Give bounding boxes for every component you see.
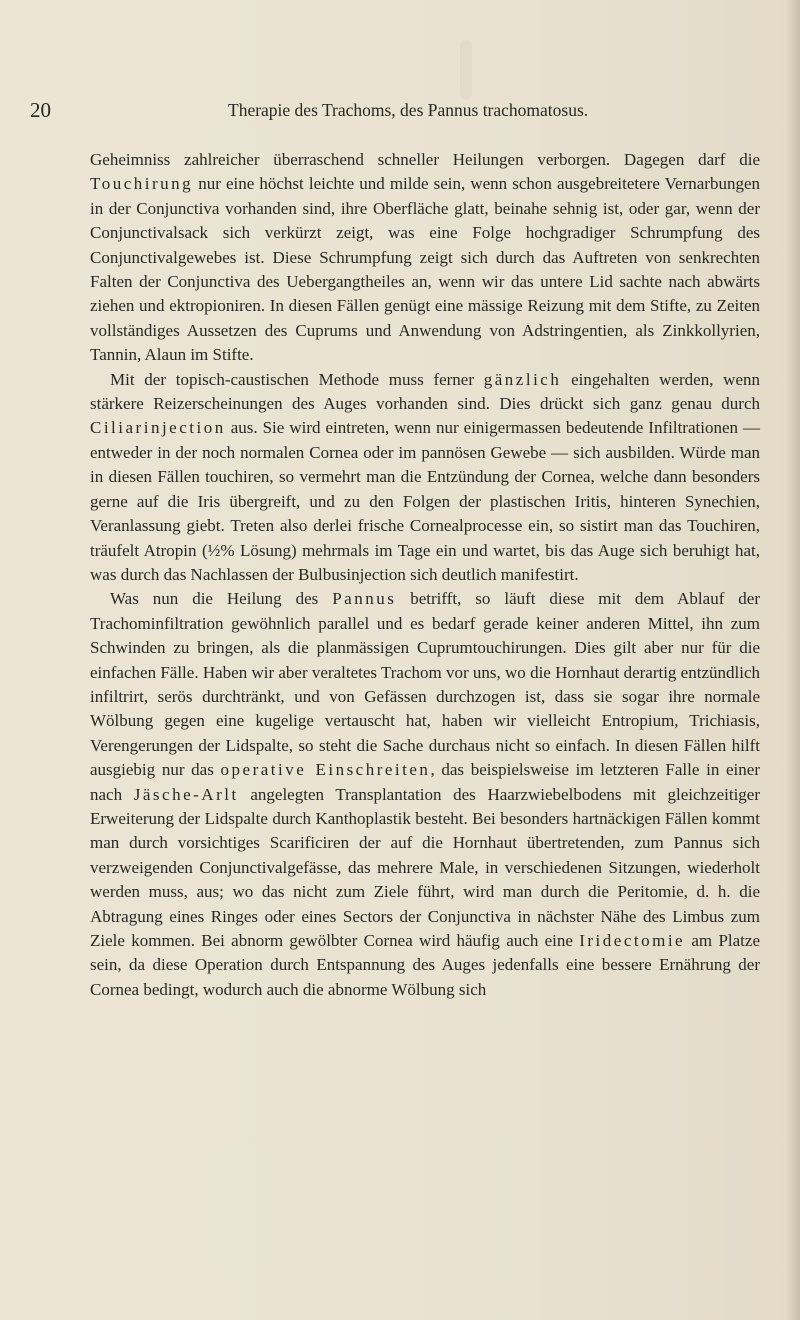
emphasized-text: gänzlich xyxy=(483,369,562,389)
text-run: angelegten Transplantation des Haarzwiebelbodens mit gleichzeitiger Erweiterung der Lidspalte durch Kanthoplastik besteht. Bei besonders hartnäckigen Fällen kommt man durch vorsichtiges Scarificiren der auf die Hornhaut übertretenden, zum Pannus sich verzweigenden Conjunctivalgefässe, das mehrere Male, in verschiedenen Sitzungen, wiederholt werden muss, aus; wo das nicht zum Ziele führt, wird man durch die Peritomie, d. h. die Abtragung eines Ringes oder eines Sectors der Conjunctiva in nächster Nähe des Limbus zum Ziele kommen. Bei abnorm gewölbter Cornea wird häufig auch eine xyxy=(90,784,761,950)
text-run: eingehalten werden, wenn stärkere Reizerscheinungen des Auges vorhanden sind. Dies drückt sich ganz genau durch xyxy=(90,369,761,414)
emphasized-text: Pannus xyxy=(332,589,397,609)
page-edge-shadow xyxy=(786,0,800,1320)
running-title: Therapie des Trachoms, des Pannus trachomatosus. xyxy=(228,100,589,120)
paragraph xyxy=(90,148,760,368)
text-run: aus. Sie wird eintreten, wenn nur einigermassen bedeutende Infiltrationen — entweder in der noch normalen Cornea oder im pannösen Gewebe — sich ausbilden. Würde man in diesen Fällen touchiren, so vermehrt man die Entzündung der Cornea, welche dann besonders gerne auf die Iris übergreift, und zu den Folgen der plastischen Iritis, hinteren Synechien, Veranlassung giebt. Treten also derlei frische Cornealprocesse ein, so sistirt man das Touchiren, träufelt Atropin (½% Lösung) mehrmals im Tage ein und wartet, bis das Auge sich beruhigt hat, was durch das Nachlassen der Bulbusinjection sich deutlich manifestirt. xyxy=(90,418,760,584)
text-run: Mit der topisch-caustischen Methode muss ferner xyxy=(110,369,484,389)
running-header xyxy=(30,98,750,126)
text-run: , das beispielsweise im letzteren Falle in einer nach xyxy=(90,760,760,804)
emphasized-text: operative Einschreiten xyxy=(220,760,431,780)
emphasized-text: Iridectomie xyxy=(579,931,686,950)
text-run: Geheimniss zahlreicher überraschend schneller Heilungen verborgen. Dagegen darf die xyxy=(90,150,760,169)
body-text xyxy=(90,148,760,1002)
text-run: am Platze sein, da diese Operation durch Entspannung des Auges jedenfalls eine bessere Ernährung der Cornea bedingt, wodurch auch die abnorme Wölbung sich xyxy=(90,931,760,999)
emphasized-text: Touchirung xyxy=(90,174,194,194)
paper-stain xyxy=(460,40,472,100)
emphasized-text: Jäsche-Arlt xyxy=(133,784,239,804)
page-number: 20 xyxy=(30,98,51,122)
text-run: Was nun die Heilung des xyxy=(110,589,333,609)
paragraph xyxy=(90,587,760,1002)
emphasized-text: Ciliarinjection xyxy=(90,418,226,438)
text-run: nur eine höchst leichte und milde sein, wenn schon ausgebreitetere Vernarbungen in der Conjunctiva vorhanden sind, ihre Oberfläche glatt, beinahe sehnig ist, oder gar, wenn der Conjunctivalsack sich verkürzt zeigt, was eine Folge hochgradiger Schrumpfung des Conjunctivalgewebes ist. Diese Schrumpfung zeigt sich durch das Auftreten von senkrechten Falten der Conjunctiva des Uebergangtheiles an, wenn wir das untere Lid sachte nach abwärts ziehen und ektropioniren. In diesen Fällen genügt eine mässige Reizung mit dem Stifte, zu Zeiten vollständiges Aussetzen des Cuprums und Anwendung von Adstringentien, als Zinkkollyrien, Tannin, Alaun im Stifte. xyxy=(90,174,760,365)
paragraph xyxy=(90,368,760,588)
text-run: betrifft, so läuft diese mit dem Ablauf der Trachominfiltration gewöhnlich parallel und es bedarf gerade keiner anderen Mittel, ihn zum Schwinden zu bringen, als die planmässigen Cuprumtouchirungen. Dies gilt aber nur für die einfachen Fälle. Haben wir aber veraltetes Trachom vor uns, wo die Hornhaut derartig entzündlich infiltrirt, serös durchtränkt, und von Gefässen durchzogen ist, dass sie sogar ihre normale Wölbung gegen eine kugelige vertauscht hat, haben wir vielleicht Entropium, Trichiasis, Verengerungen der Lidspalte, so steht die Sache durchaus nicht so einfach. In diesen Fällen hilft ausgiebig nur das xyxy=(90,589,760,780)
